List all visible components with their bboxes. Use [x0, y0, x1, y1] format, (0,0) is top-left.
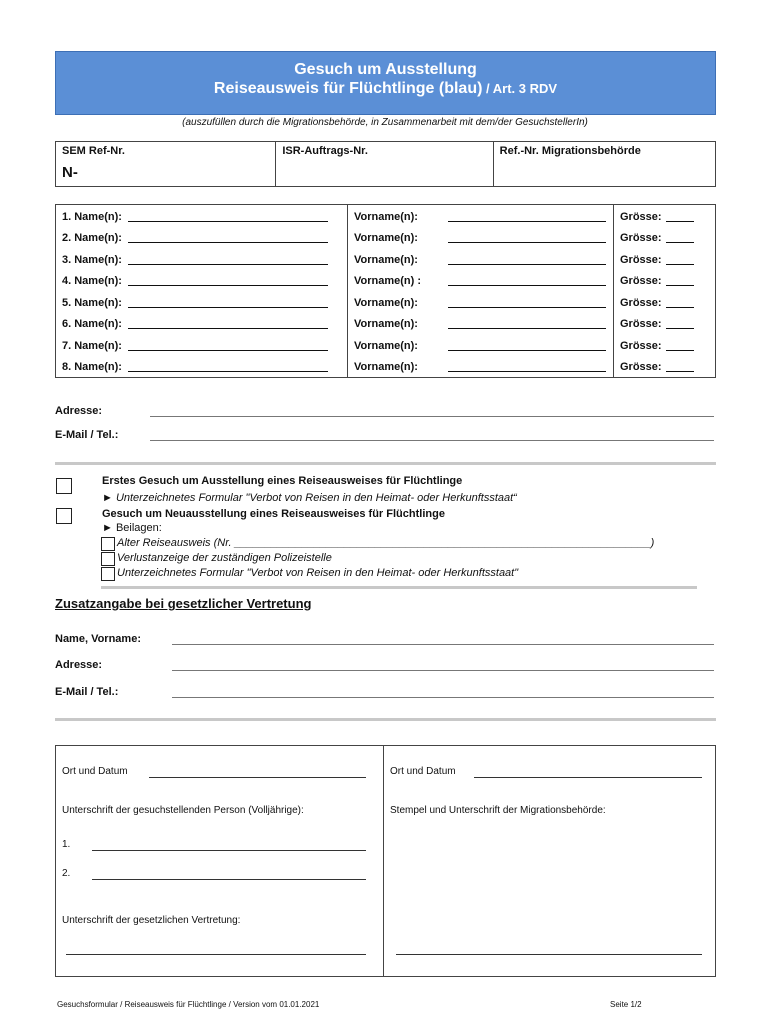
loss-report-label: Verlustanzeige der zuständigen Polizeistelle [117, 552, 332, 564]
first-request-sub: ► Unterzeichnetes Formular "Verbot von Reisen in den Heimat- oder Herkunftsstaat“ [102, 492, 517, 504]
name-column [56, 205, 348, 378]
email-label: E-Mail / Tel.: [55, 429, 119, 441]
groesse-label: Grösse: [620, 296, 662, 309]
groesse-line[interactable] [666, 212, 694, 222]
sem-ref-cell[interactable] [56, 142, 276, 186]
groesse-column [614, 205, 717, 378]
groesse-label: Grösse: [620, 253, 662, 266]
form-title-main: Reiseausweis für Flüchtlinge (blau) [213, 80, 483, 97]
groesse-row[interactable] [614, 314, 717, 336]
travel-ban-form-checkbox[interactable] [101, 567, 115, 581]
persons-table [55, 204, 716, 378]
groesse-row[interactable] [614, 249, 717, 271]
authority-signature-label: Stempel und Unterschrift der Migrationsbehörde: [390, 805, 606, 816]
adresse-row [55, 405, 714, 417]
authority-signature-line[interactable] [396, 954, 702, 955]
right-ort-line[interactable] [474, 777, 702, 778]
vorname-label: Vorname(n): [354, 361, 418, 374]
vorname-row[interactable] [348, 249, 613, 271]
groesse-label: Grösse: [620, 210, 662, 223]
reference-table [55, 141, 716, 187]
legal-signature-label: Unterschrift der gesetzlichen Vertretung: [62, 915, 241, 926]
loss-report-checkbox[interactable] [101, 552, 115, 566]
signature-line-1[interactable] [92, 850, 366, 851]
groesse-line[interactable] [666, 298, 694, 308]
vorname-row[interactable] [348, 357, 613, 379]
name-line[interactable] [128, 276, 328, 286]
name-line[interactable] [128, 319, 328, 329]
rep-name-row [55, 633, 714, 645]
signature-box [55, 745, 716, 977]
left-ort-line[interactable] [149, 777, 366, 778]
name-label: 8. Name(n): [62, 361, 122, 374]
vorname-line[interactable] [448, 319, 606, 329]
groesse-line[interactable] [666, 341, 694, 351]
name-label: 7. Name(n): [62, 339, 122, 352]
name-line[interactable] [128, 212, 328, 222]
groesse-label: Grösse: [620, 232, 662, 245]
vorname-label: Vorname(n): [354, 210, 418, 223]
rep-name-label: Name, Vorname: [55, 633, 141, 645]
vorname-label: Vorname(n): [354, 253, 418, 266]
left-ort-label: Ort und Datum [62, 766, 128, 777]
divider [55, 462, 716, 465]
first-request-label: Erstes Gesuch um Ausstellung eines Reiseausweises für Flüchtlinge [102, 475, 463, 487]
adresse-label: Adresse: [55, 405, 103, 417]
representation-title: Zusatzangabe bei gesetzlicher Vertretung [55, 596, 312, 611]
name-row[interactable] [56, 249, 347, 271]
groesse-row[interactable] [614, 271, 717, 293]
vorname-line[interactable] [448, 276, 606, 286]
isr-ref-label: ISR-Auftrags-Nr. [282, 145, 368, 157]
name-line[interactable] [128, 362, 328, 372]
vorname-row[interactable] [348, 335, 613, 357]
vorname-line[interactable] [448, 298, 606, 308]
name-row[interactable] [56, 335, 347, 357]
groesse-label: Grösse: [620, 339, 662, 352]
vorname-row[interactable] [348, 292, 613, 314]
signature-number-1: 1. [62, 839, 71, 850]
groesse-row[interactable] [614, 206, 717, 228]
groesse-row[interactable] [614, 357, 717, 379]
right-ort-label: Ort und Datum [390, 766, 456, 777]
isr-ref-cell[interactable] [276, 142, 493, 186]
vorname-column [348, 205, 614, 378]
footer-page-number: Seite 1/2 [610, 1000, 642, 1009]
divider [101, 586, 697, 589]
groesse-label: Grösse: [620, 361, 662, 374]
sem-ref-value: N- [62, 164, 78, 181]
vorname-line[interactable] [448, 341, 606, 351]
name-label: 4. Name(n): [62, 275, 122, 288]
form-title-article: / Art. 3 RDV [482, 81, 558, 96]
first-request-checkbox[interactable] [56, 478, 72, 494]
vorname-row[interactable] [348, 314, 613, 336]
name-row[interactable] [56, 206, 347, 228]
footer-version: Gesuchsformular / Reiseausweis für Flüchtlinge / Version vom 01.01.2021 [57, 1000, 320, 1009]
vorname-row[interactable] [348, 206, 613, 228]
name-label: 1. Name(n): [62, 210, 122, 223]
groesse-row[interactable] [614, 335, 717, 357]
groesse-label: Grösse: [620, 318, 662, 331]
name-line[interactable] [128, 298, 328, 308]
migration-ref-label: Ref.-Nr. Migrationsbehörde [499, 145, 641, 157]
vorname-label: Vorname(n): [354, 296, 418, 309]
name-label: 6. Name(n): [62, 318, 122, 331]
rep-email-line[interactable] [172, 688, 714, 698]
groesse-label: Grösse: [620, 275, 662, 288]
rep-adresse-row [55, 659, 714, 671]
vorname-row[interactable] [348, 228, 613, 250]
rep-email-row [55, 686, 714, 698]
groesse-line[interactable] [666, 233, 694, 243]
vorname-label: Vorname(n): [354, 339, 418, 352]
vorname-label: Vorname(n): [354, 318, 418, 331]
signature-line-2[interactable] [92, 879, 366, 880]
form-title-line2 [56, 80, 715, 98]
form-title-box [55, 51, 716, 115]
groesse-line[interactable] [666, 255, 694, 265]
name-line[interactable] [128, 341, 328, 351]
new-request-checkbox[interactable] [56, 508, 72, 524]
vorname-line[interactable] [448, 362, 606, 372]
name-row[interactable] [56, 314, 347, 336]
name-line[interactable] [128, 233, 328, 243]
vorname-label: Vorname(n): [354, 232, 418, 245]
name-label: 3. Name(n): [62, 253, 122, 266]
beilagen-label: ► Beilagen: [102, 522, 162, 534]
groesse-line[interactable] [666, 319, 694, 329]
old-passport-label: Alter Reiseausweis (Nr. ____________________________________________________________________) [117, 537, 655, 549]
legal-signature-line[interactable] [66, 954, 366, 955]
form-title-line1: Gesuch um Ausstellung [294, 61, 477, 78]
email-row [55, 429, 714, 441]
authority-signature-column [384, 746, 715, 976]
name-row[interactable] [56, 228, 347, 250]
applicant-signature-label: Unterschrift der gesuchstellenden Person (Volljährige): [62, 805, 304, 816]
vorname-line[interactable] [448, 255, 606, 265]
groesse-row[interactable] [614, 292, 717, 314]
signature-number-2: 2. [62, 868, 71, 879]
divider [55, 718, 716, 721]
travel-ban-form-label: Unterzeichnetes Formular "Verbot von Reisen in den Heimat- oder Herkunftsstaat" [117, 567, 519, 579]
adresse-line[interactable] [150, 407, 714, 417]
vorname-row[interactable] [348, 271, 613, 293]
name-row[interactable] [56, 357, 347, 379]
groesse-line[interactable] [666, 362, 694, 372]
name-label: 2. Name(n): [62, 232, 122, 245]
sem-ref-label: SEM Ref-Nr. [62, 145, 125, 157]
name-line[interactable] [128, 255, 328, 265]
vorname-line[interactable] [448, 233, 606, 243]
rep-email-label: E-Mail / Tel.: [55, 686, 119, 698]
groesse-line[interactable] [666, 276, 694, 286]
fill-instruction-note: (auszufüllen durch die Migrationsbehörde, in Zusammenarbeit mit dem/der GesuchstellerIn) [182, 117, 588, 128]
email-line[interactable] [150, 431, 714, 441]
new-request-label: Gesuch um Neuausstellung eines Reiseausweises für Flüchtlinge [102, 508, 445, 520]
rep-adresse-line[interactable] [172, 661, 714, 671]
migration-ref-cell[interactable] [494, 142, 715, 186]
vorname-line[interactable] [448, 212, 606, 222]
rep-adresse-label: Adresse: [55, 659, 103, 671]
groesse-row[interactable] [614, 228, 717, 250]
name-row[interactable] [56, 292, 347, 314]
old-passport-checkbox[interactable] [101, 537, 115, 551]
name-row[interactable] [56, 271, 347, 293]
applicant-signature-column [56, 746, 384, 976]
name-label: 5. Name(n): [62, 296, 122, 309]
vorname-label: Vorname(n) : [354, 275, 422, 288]
rep-name-line[interactable] [172, 635, 714, 645]
